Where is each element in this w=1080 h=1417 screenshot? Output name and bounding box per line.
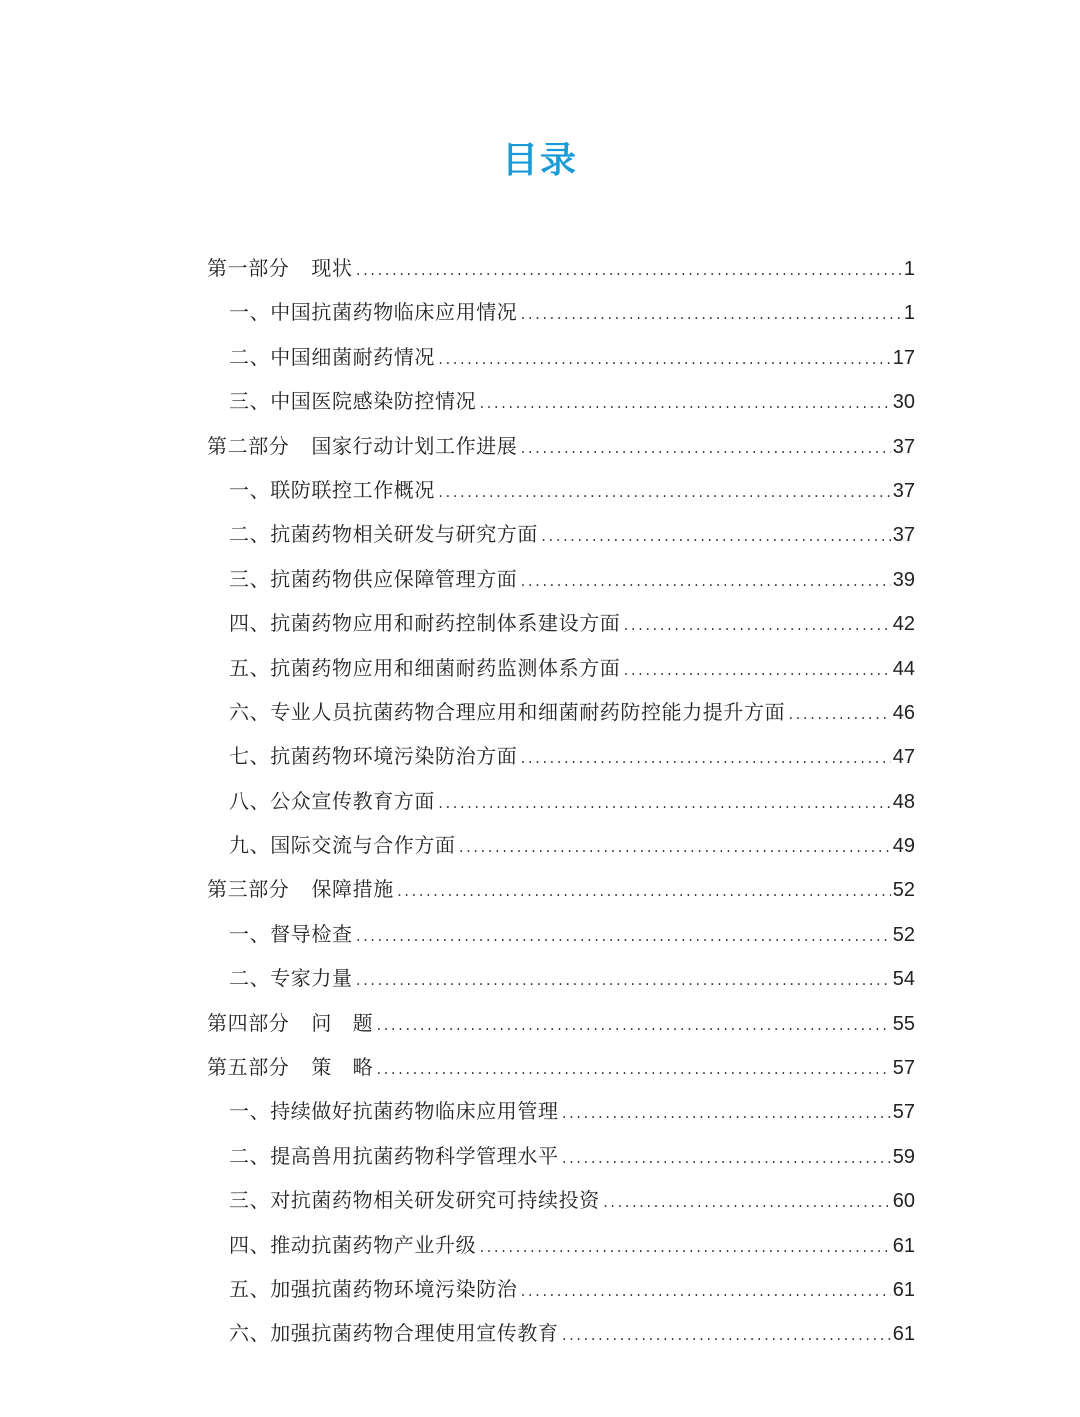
toc-page-number: 54 (892, 968, 915, 991)
toc-page-number: 61 (892, 1278, 915, 1301)
toc-entry-label (229, 1313, 559, 1353)
toc-section-entry[interactable] (207, 381, 915, 425)
toc-entry-prefix: 四、 (229, 1232, 271, 1257)
toc-section-entry[interactable] (207, 781, 915, 825)
toc-entry-label (229, 1225, 476, 1265)
toc-entry-prefix: 五、 (229, 655, 271, 680)
toc-entry-prefix: 六、 (229, 699, 271, 724)
toc-section-entry[interactable] (207, 736, 915, 780)
toc-entry-text: 中国抗菌药物临床应用情况 (270, 300, 518, 325)
toc-page-number: 60 (892, 1190, 915, 1213)
toc-page-number: 57 (892, 1057, 915, 1080)
toc-section-entry[interactable] (207, 559, 915, 603)
toc-entry-label (229, 736, 517, 776)
toc-entry-text: 抗菌药物环境污染防治方面 (270, 744, 518, 769)
toc-page-number: 37 (892, 524, 915, 547)
toc-part-entry[interactable] (207, 1047, 915, 1091)
toc-entry-label (229, 914, 353, 954)
toc-page-number: 52 (892, 923, 915, 946)
toc-section-entry[interactable] (207, 1091, 915, 1135)
toc-entry-label (207, 426, 517, 466)
toc-entry-label (229, 1180, 600, 1220)
toc-entry-text: 加强抗菌药物环境污染防治 (270, 1276, 518, 1301)
toc-leader-dots (787, 695, 891, 735)
toc-leader-dots (375, 1006, 891, 1046)
toc-leader-dots (355, 961, 891, 1001)
toc-entry-label (229, 1091, 559, 1131)
toc-page-number: 61 (892, 1234, 915, 1257)
toc-entry-prefix: 第四部分 (207, 1010, 290, 1035)
toc-section-entry[interactable] (207, 337, 915, 381)
toc-leader-dots (561, 1316, 891, 1356)
toc-entry-label (229, 825, 456, 865)
toc-entry-text: 国际交流与合作方面 (270, 833, 456, 858)
toc-entry-text: 对抗菌药物相关研发研究可持续投资 (270, 1188, 600, 1213)
toc-page-number: 61 (892, 1323, 915, 1346)
toc-leader-dots (478, 384, 891, 424)
toc-page-number: 17 (892, 346, 915, 369)
toc-entry-text: 提高兽用抗菌药物科学管理水平 (270, 1143, 559, 1168)
toc-leader-dots (519, 1272, 890, 1312)
toc-entry-prefix: 三、 (229, 1188, 271, 1213)
toc-section-entry[interactable] (207, 825, 915, 869)
toc-entry-label (207, 1003, 373, 1043)
toc-page-number: 44 (892, 657, 915, 680)
toc-entry-label (229, 559, 517, 599)
toc-entry-text: 专业人员抗菌药物合理应用和细菌耐药防控能力提升方面 (270, 699, 786, 724)
toc-leader-dots (622, 606, 890, 646)
toc-page-number: 1 (903, 258, 915, 280)
toc-entry-label (229, 292, 517, 332)
toc-entry-label (207, 1047, 373, 1087)
table-of-contents (207, 248, 915, 1358)
toc-page-number: 49 (892, 835, 915, 858)
toc-part-entry[interactable] (207, 426, 915, 470)
toc-leader-dots (602, 1183, 891, 1223)
toc-section-entry[interactable] (207, 1313, 915, 1357)
toc-leader-dots (437, 784, 891, 824)
toc-entry-prefix: 第三部分 (207, 877, 290, 902)
toc-leader-dots (561, 1094, 891, 1134)
toc-entry-text: 加强抗菌药物合理使用宣传教育 (270, 1321, 559, 1346)
toc-section-entry[interactable] (207, 470, 915, 514)
toc-entry-text: 策 略 (311, 1055, 374, 1080)
toc-page-number: 57 (892, 1101, 915, 1124)
toc-leader-dots (437, 473, 891, 513)
toc-entry-prefix: 第二部分 (207, 433, 290, 458)
toc-entry-prefix: 一、 (229, 1099, 271, 1124)
toc-page-number: 52 (892, 879, 915, 902)
toc-entry-prefix: 四、 (229, 611, 271, 636)
toc-leader-dots (519, 562, 890, 602)
toc-entry-label (229, 337, 435, 377)
toc-entry-text: 公众宣传教育方面 (270, 788, 436, 813)
toc-leader-dots (540, 517, 891, 557)
toc-entry-label (229, 470, 435, 510)
toc-entry-text: 保障措施 (311, 877, 394, 902)
toc-entry-prefix: 一、 (229, 300, 271, 325)
toc-part-entry[interactable] (207, 869, 915, 913)
toc-part-entry[interactable] (207, 248, 915, 292)
toc-entry-label (229, 514, 538, 554)
toc-entry-prefix: 三、 (229, 389, 271, 414)
toc-entry-label (207, 869, 394, 909)
toc-entry-prefix: 二、 (229, 344, 271, 369)
toc-leader-dots (355, 251, 902, 291)
toc-page-number: 55 (892, 1012, 915, 1035)
page-title: 目录 (501, 140, 578, 181)
toc-entry-text: 专家力量 (270, 966, 353, 991)
toc-part-entry[interactable] (207, 1003, 915, 1047)
toc-leader-dots (519, 739, 890, 779)
toc-entry-text: 国家行动计划工作进展 (311, 433, 518, 458)
toc-section-entry[interactable] (207, 692, 915, 736)
toc-section-entry[interactable] (207, 603, 915, 647)
toc-leader-dots (396, 872, 891, 912)
toc-entry-prefix: 二、 (229, 966, 271, 991)
toc-page-number: 39 (892, 568, 915, 591)
toc-entry-prefix: 五、 (229, 1276, 271, 1301)
toc-entry-text: 中国细菌耐药情况 (270, 344, 436, 369)
toc-entry-label (229, 958, 353, 998)
toc-leader-dots (519, 295, 901, 335)
toc-leader-dots (437, 340, 891, 380)
toc-page-number: 46 (892, 701, 915, 724)
toc-entry-text: 抗菌药物相关研发与研究方面 (270, 522, 539, 547)
toc-leader-dots (458, 828, 891, 868)
toc-section-entry[interactable] (207, 914, 915, 958)
toc-entry-text: 抗菌药物应用和细菌耐药监测体系方面 (270, 655, 621, 680)
toc-entry-prefix: 第五部分 (207, 1055, 290, 1080)
toc-leader-dots (478, 1228, 891, 1268)
toc-section-entry[interactable] (207, 648, 915, 692)
toc-page-number: 37 (892, 435, 915, 458)
toc-entry-prefix: 一、 (229, 921, 271, 946)
toc-entry-label (229, 648, 620, 688)
toc-entry-prefix: 八、 (229, 788, 271, 813)
toc-page-number: 42 (892, 613, 915, 636)
toc-entry-text: 现状 (311, 256, 353, 280)
toc-entry-prefix: 九、 (229, 833, 271, 858)
toc-entry-text: 中国医院感染防控情况 (270, 389, 477, 414)
toc-entry-label (229, 1269, 517, 1309)
toc-section-entry[interactable] (207, 1269, 915, 1313)
toc-entry-label (229, 1136, 559, 1176)
toc-page-number: 1 (903, 302, 915, 325)
toc-entry-prefix: 一、 (229, 477, 271, 502)
toc-section-entry[interactable] (207, 292, 915, 336)
toc-section-entry[interactable] (207, 1225, 915, 1269)
toc-section-entry[interactable] (207, 958, 915, 1002)
toc-entry-prefix: 二、 (229, 1143, 271, 1168)
toc-entry-text: 抗菌药物供应保障管理方面 (270, 566, 518, 591)
toc-section-entry[interactable] (207, 1136, 915, 1180)
toc-entry-text: 推动抗菌药物产业升级 (270, 1232, 477, 1257)
toc-entry-text: 持续做好抗菌药物临床应用管理 (270, 1099, 559, 1124)
toc-entry-text: 抗菌药物应用和耐药控制体系建设方面 (270, 611, 621, 636)
toc-entry-text: 问 题 (311, 1010, 374, 1035)
toc-page-number: 48 (892, 790, 915, 813)
toc-leader-dots (519, 429, 890, 469)
toc-entry-prefix: 三、 (229, 566, 271, 591)
toc-entry-prefix: 六、 (229, 1321, 271, 1346)
toc-entry-label (229, 381, 476, 421)
toc-entry-label (207, 248, 353, 288)
toc-leader-dots (622, 651, 890, 691)
toc-leader-dots (355, 917, 891, 957)
toc-entry-label (229, 781, 435, 821)
toc-entry-text: 督导检查 (270, 921, 353, 946)
toc-entry-label (229, 692, 785, 732)
toc-entry-prefix: 第一部分 (207, 256, 290, 280)
toc-section-entry[interactable] (207, 1180, 915, 1224)
toc-section-entry[interactable] (207, 514, 915, 558)
toc-entry-label (229, 603, 620, 643)
toc-entry-prefix: 七、 (229, 744, 271, 769)
toc-page-number: 30 (892, 391, 915, 414)
toc-entry-text: 联防联控工作概况 (270, 477, 436, 502)
toc-page-number: 37 (892, 479, 915, 502)
toc-entry-prefix: 二、 (229, 522, 271, 547)
toc-page-number: 47 (892, 746, 915, 769)
toc-leader-dots (561, 1139, 891, 1179)
toc-page-number: 59 (892, 1145, 915, 1168)
toc-leader-dots (375, 1050, 891, 1090)
